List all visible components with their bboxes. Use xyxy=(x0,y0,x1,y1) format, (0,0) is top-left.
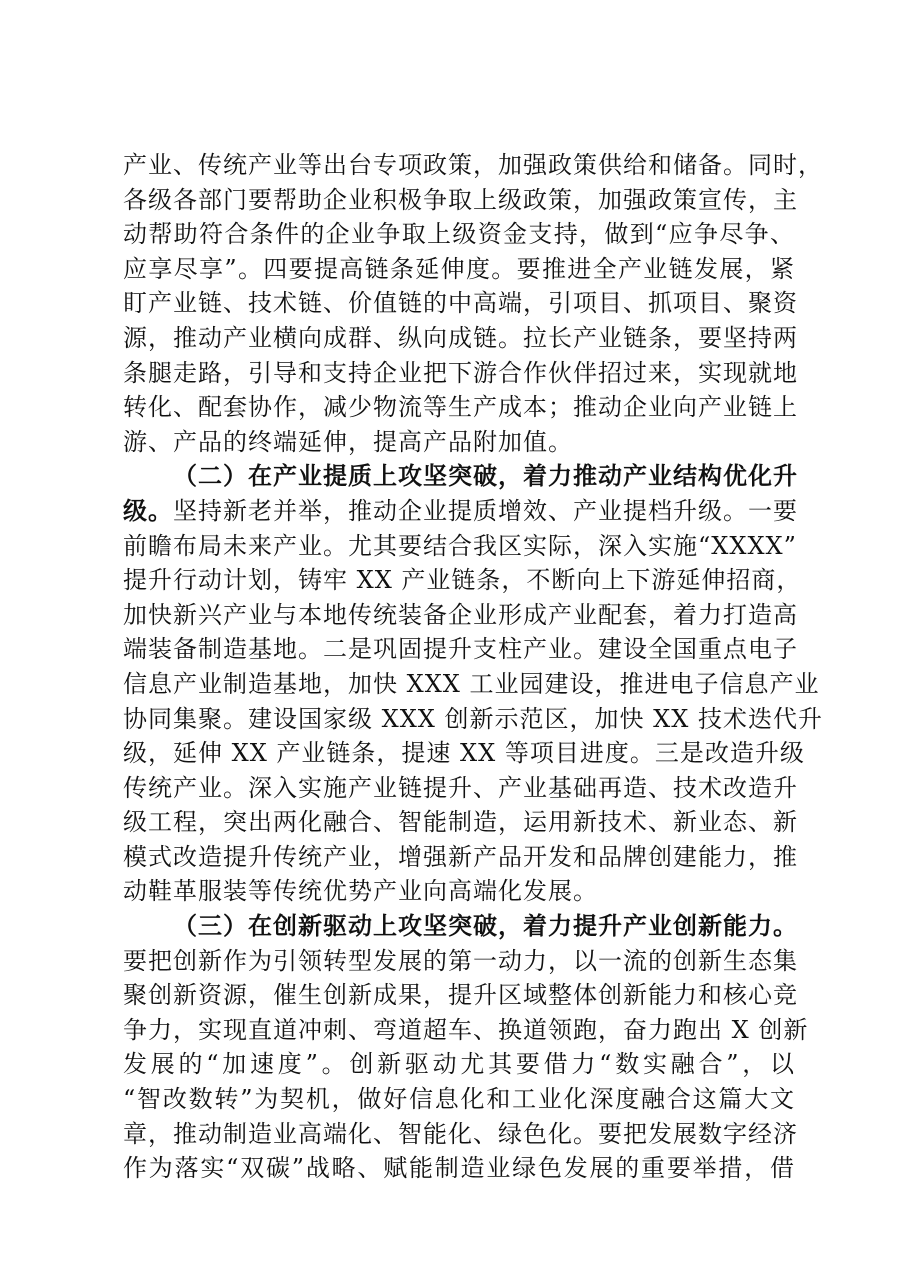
section-heading: （三）在创新驱动上攻坚突破，着力提升产业创新能力。 xyxy=(173,911,798,941)
text-line: 动帮助符合条件的企业争取上级资金支持，做到“应争尽争、 xyxy=(123,220,795,249)
section-heading-line xyxy=(123,459,798,494)
text-run: 坚持新老并举，推动企业提质增效、产业提档升级。一要 xyxy=(173,496,798,525)
text-line: 发展的“加速度”。创新驱动尤其要借力“数实融合”，以 xyxy=(123,1050,795,1079)
text-line: 前瞻布局未来产业。尤其要结合我区实际，深入实施“XXXX” xyxy=(123,531,797,560)
text-line: 各级各部门要帮助企业积极争取上级政策，加强政策宣传，主 xyxy=(123,185,798,214)
text-line: 争力，实现直道冲刺、弯道超车、换道领跑，奋力跑出 X 创新 xyxy=(123,1015,809,1044)
text-line: 加快新兴产业与本地传统装备企业形成产业配套，着力打造高 xyxy=(123,600,798,629)
text-line: 端装备制造基地。二是巩固提升支柱产业。建设全国重点电子 xyxy=(123,635,798,664)
text-line: 协同集聚。建设国家级 XXX 创新示范区，加快 XX 技术迭代升 xyxy=(123,704,823,733)
text-line: 源，推动产业横向成群、纵向成链。拉长产业链条，要坚持两 xyxy=(123,323,798,352)
text-line: 应享尽享”。四要提高链条延伸度。要推进全产业链发展，紧 xyxy=(123,254,795,283)
text-line: 提升行动计划，铸牢 XX 产业链条，不断向上下游延伸招商， xyxy=(123,566,802,595)
section-heading: （二）在产业提质上攻坚突破，着力推动产业结构优化升 xyxy=(173,461,798,491)
text-line: 游、产品的终端延伸，提高产品附加值。 xyxy=(123,427,573,456)
text-line: “智改数转”为契机，做好信息化和工业化深度融合这篇大文 xyxy=(123,1085,795,1114)
text-line: 级工程，突出两化融合、智能制造，运用新技术、新业态、新 xyxy=(123,808,798,837)
text-line: 动鞋革服装等传统优势产业向高端化发展。 xyxy=(123,877,598,906)
text-line: 作为落实“双碳”战略、赋能制造业绿色发展的重要举措，借 xyxy=(123,1154,795,1183)
text-line: 信息产业制造基地，加快 XXX 工业园建设，推进电子信息产业 xyxy=(123,669,820,698)
text-line: 模式改造提升传统产业，增强新产品开发和品牌创建能力，推 xyxy=(123,842,798,871)
text-line: 章，推动制造业高端化、智能化、绿色化。要把发展数字经济 xyxy=(123,1119,798,1148)
text-line: 聚创新资源，催生创新成果，提升区域整体创新能力和核心竞 xyxy=(123,981,798,1010)
text-line: 要把创新作为引领转型发展的第一动力，以一流的创新生态集 xyxy=(123,946,798,975)
text-line: 产业、传统产业等出台专项政策，加强政策供给和储备。同时， xyxy=(123,151,823,179)
text-line xyxy=(123,494,798,529)
text-line: 盯产业链、技术链、价值链的中高端，引项目、抓项目、聚资 xyxy=(123,289,798,318)
section-heading: 级。 xyxy=(123,495,173,525)
text-line: 级，延伸 XX 产业链条，提速 XX 等项目进度。三是改造升级 xyxy=(123,739,805,768)
text-line: 转化、配套协作，减少物流等生产成本；推动企业向产业链上 xyxy=(123,393,798,422)
document-body xyxy=(123,148,823,1186)
text-line: 传统产业。深入实施产业链提升、产业基础再造、技术改造升 xyxy=(123,773,798,802)
text-line: 条腿走路，引导和支持企业把下游合作伙伴招过来，实现就地 xyxy=(123,358,798,387)
section-heading-line xyxy=(123,909,798,944)
